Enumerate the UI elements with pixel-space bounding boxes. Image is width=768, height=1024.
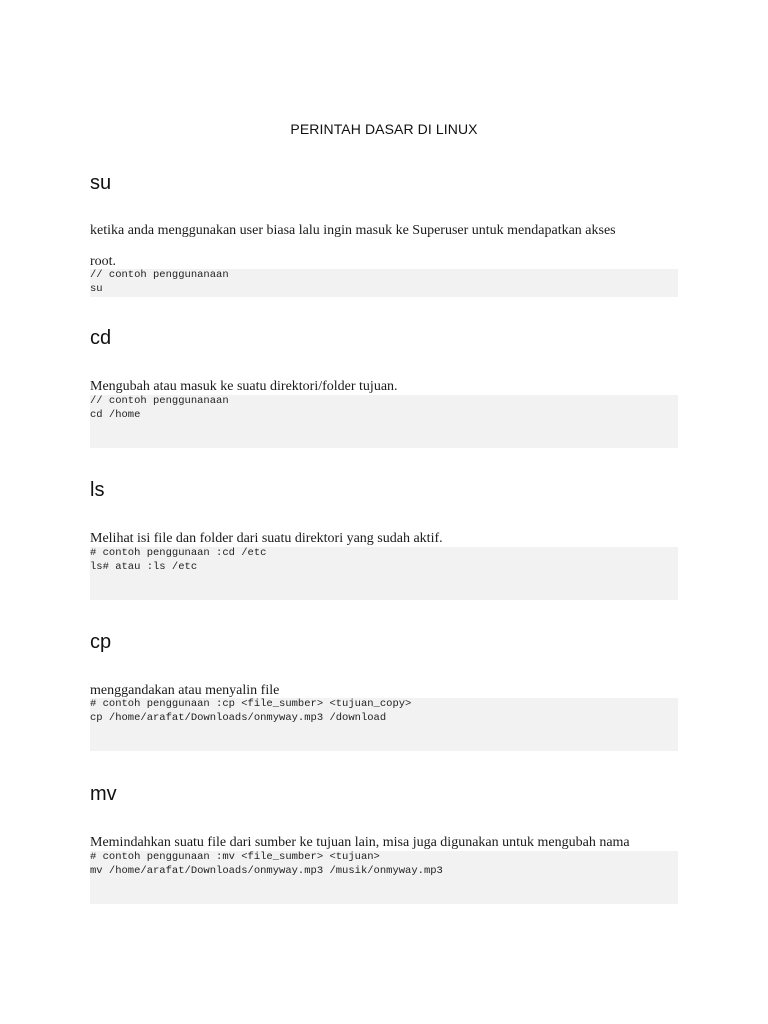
code-block-su (90, 269, 678, 297)
command-heading-cp: cp (90, 631, 112, 653)
code-line: // contoh penggunanaan (90, 269, 229, 281)
page-title: PERINTAH DASAR DI LINUX (290, 121, 478, 137)
code-block-cd (90, 395, 678, 448)
code-line: ls# atau :ls /etc (90, 560, 198, 573)
code-line: // contoh penggunanaan (90, 395, 229, 407)
command-description-cp: menggandakan atau menyalin file (90, 683, 280, 698)
command-heading-su: su (90, 172, 112, 194)
command-description-ls: Melihat isi file dan folder dari suatu direktori yang sudah aktif. (90, 531, 443, 546)
code-line: # contoh penggunaan :cd /etc (90, 547, 267, 559)
code-line: # contoh penggunaan :mv <file_sumber> <tujuan> (90, 851, 380, 863)
command-heading-cd: cd (90, 327, 112, 349)
code-line: su (90, 282, 103, 295)
code-block-ls (90, 547, 678, 600)
code-block-cp (90, 698, 678, 751)
command-description-mv: Memindahkan suatu file dari sumber ke tujuan lain, misa juga digunakan untuk mengubah nama (90, 835, 630, 850)
code-block-mv (90, 851, 678, 904)
command-heading-mv: mv (90, 783, 117, 805)
code-line: cp /home/arafat/Downloads/onmyway.mp3 /download (90, 711, 387, 724)
code-line: cd /home (90, 408, 141, 421)
command-heading-ls: ls (90, 479, 105, 501)
command-description-su-cont: root. (90, 254, 117, 269)
code-line: # contoh penggunaan :cp <file_sumber> <tujuan_copy> (90, 698, 412, 710)
code-line: mv /home/arafat/Downloads/onmyway.mp3 /musik/onmyway.mp3 (90, 864, 443, 877)
command-description-su: ketika anda menggunakan user biasa lalu ingin masuk ke Superuser untuk mendapatkan akses (90, 223, 616, 238)
command-description-cd: Mengubah atau masuk ke suatu direktori/folder tujuan. (90, 379, 398, 394)
